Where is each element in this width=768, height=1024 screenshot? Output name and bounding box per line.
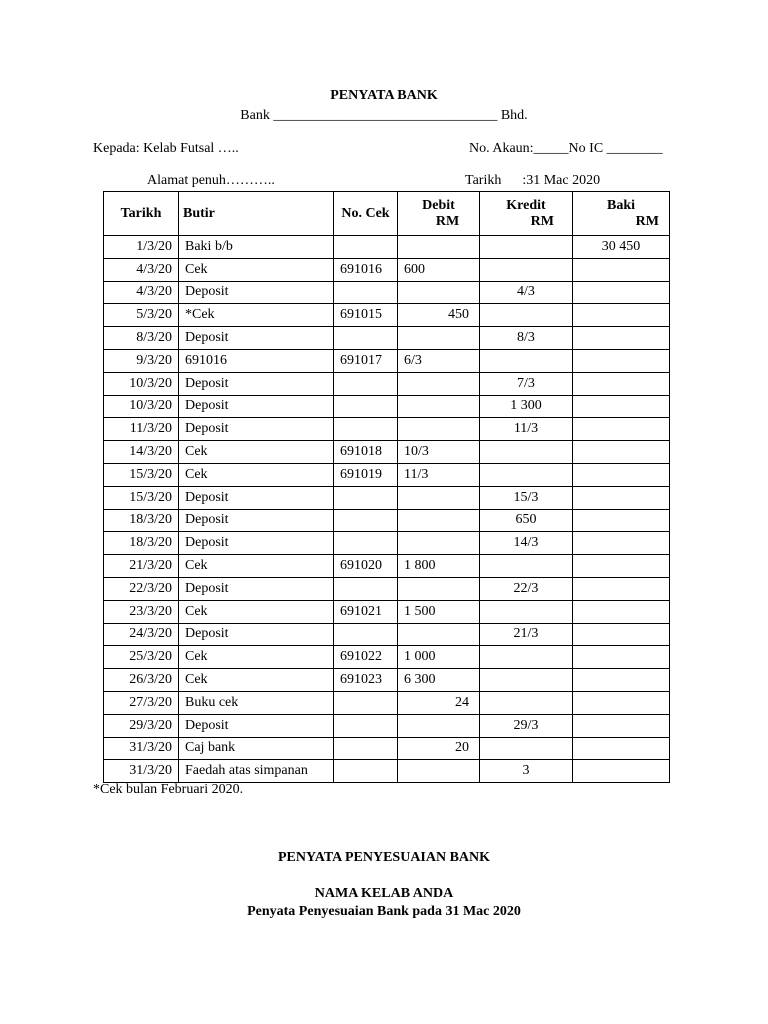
- cell-butir: Cek: [179, 441, 334, 464]
- cell-debit: [398, 714, 480, 737]
- cell-tarikh: 5/3/20: [104, 304, 179, 327]
- cell-debit: [398, 577, 480, 600]
- cell-baki: [573, 714, 670, 737]
- cell-tarikh: 22/3/20: [104, 577, 179, 600]
- cell-butir: 691016: [179, 349, 334, 372]
- cell-tarikh: 15/3/20: [104, 463, 179, 486]
- cell-debit: [398, 486, 480, 509]
- table-row: [104, 349, 670, 372]
- cell-debit: 600: [398, 258, 480, 281]
- cell-butir: Caj bank: [179, 737, 334, 760]
- cell-no-cek: 691015: [334, 304, 398, 327]
- cell-butir: Deposit: [179, 327, 334, 350]
- cell-butir: Cek: [179, 463, 334, 486]
- cell-kredit: 15/3: [480, 486, 573, 509]
- table-row: [104, 327, 670, 350]
- table-row: [104, 669, 670, 692]
- cell-debit: 24: [398, 691, 480, 714]
- cell-no-cek: 691022: [334, 646, 398, 669]
- bank-statement-table: [103, 191, 670, 783]
- cell-kredit: [480, 304, 573, 327]
- table-row: [104, 600, 670, 623]
- cell-kredit: 8/3: [480, 327, 573, 350]
- cell-baki: [573, 737, 670, 760]
- cell-tarikh: 11/3/20: [104, 418, 179, 441]
- club-name: NAMA KELAB ANDA: [314, 886, 454, 901]
- cell-no-cek: 691023: [334, 669, 398, 692]
- footnote: *Cek bulan Februari 2020.: [93, 782, 244, 797]
- table-row: [104, 509, 670, 532]
- cell-debit: 1 800: [398, 555, 480, 578]
- cell-debit: [398, 418, 480, 441]
- cell-baki: [573, 395, 670, 418]
- cell-no-cek: 691020: [334, 555, 398, 578]
- table-row: [104, 236, 670, 259]
- cell-baki: [573, 463, 670, 486]
- cell-baki: [573, 486, 670, 509]
- cell-baki: [573, 646, 670, 669]
- cell-no-cek: [334, 509, 398, 532]
- cell-butir: Deposit: [179, 395, 334, 418]
- table-row: [104, 372, 670, 395]
- cell-no-cek: [334, 486, 398, 509]
- cell-tarikh: 23/3/20: [104, 600, 179, 623]
- header-kredit-unit: RM: [530, 213, 554, 229]
- cell-kredit: 650: [480, 509, 573, 532]
- header-baki: [573, 192, 670, 236]
- header-no-cek: No. Cek: [334, 192, 398, 236]
- table-row: [104, 623, 670, 646]
- cell-kredit: [480, 463, 573, 486]
- table-row: [104, 691, 670, 714]
- tarikh-line: Tarikh :31 Mac 2020: [465, 173, 601, 188]
- cell-baki: [573, 760, 670, 783]
- cell-kredit: 3: [480, 760, 573, 783]
- cell-baki: 30 450: [573, 236, 670, 259]
- table-body: [104, 236, 670, 783]
- cell-baki: [573, 577, 670, 600]
- cell-tarikh: 29/3/20: [104, 714, 179, 737]
- cell-no-cek: [334, 760, 398, 783]
- cell-tarikh: 18/3/20: [104, 509, 179, 532]
- cell-debit: [398, 395, 480, 418]
- header-debit: [398, 192, 480, 236]
- cell-kredit: [480, 236, 573, 259]
- cell-baki: [573, 555, 670, 578]
- cell-kredit: [480, 600, 573, 623]
- table-row: [104, 258, 670, 281]
- cell-baki: [573, 304, 670, 327]
- header-tarikh: Tarikh: [104, 192, 179, 236]
- cell-no-cek: 691018: [334, 441, 398, 464]
- cell-tarikh: 21/3/20: [104, 555, 179, 578]
- cell-baki: [573, 623, 670, 646]
- cell-butir: Deposit: [179, 281, 334, 304]
- cell-tarikh: 31/3/20: [104, 760, 179, 783]
- cell-tarikh: 25/3/20: [104, 646, 179, 669]
- cell-no-cek: [334, 372, 398, 395]
- cell-kredit: [480, 441, 573, 464]
- cell-butir: Deposit: [179, 509, 334, 532]
- table-row: [104, 737, 670, 760]
- table-row: [104, 463, 670, 486]
- cell-butir: Baki b/b: [179, 236, 334, 259]
- header-debit-label: Debit: [422, 197, 455, 213]
- statement-title: PENYATA BANK: [330, 88, 438, 103]
- cell-tarikh: 26/3/20: [104, 669, 179, 692]
- cell-debit: [398, 623, 480, 646]
- cell-butir: Cek: [179, 258, 334, 281]
- cell-baki: [573, 349, 670, 372]
- table-row: [104, 486, 670, 509]
- cell-baki: [573, 509, 670, 532]
- cell-butir: *Cek: [179, 304, 334, 327]
- table-row: [104, 577, 670, 600]
- cell-kredit: [480, 691, 573, 714]
- cell-butir: Cek: [179, 646, 334, 669]
- cell-kredit: [480, 349, 573, 372]
- cell-baki: [573, 441, 670, 464]
- cell-no-cek: [334, 418, 398, 441]
- cell-kredit: 1 300: [480, 395, 573, 418]
- table-row: [104, 395, 670, 418]
- table-row: [104, 304, 670, 327]
- cell-debit: 1 000: [398, 646, 480, 669]
- table-row: [104, 555, 670, 578]
- table-row: [104, 760, 670, 783]
- cell-debit: [398, 532, 480, 555]
- cell-butir: Deposit: [179, 577, 334, 600]
- cell-kredit: [480, 555, 573, 578]
- cell-baki: [573, 532, 670, 555]
- table-header-row: [104, 192, 670, 236]
- cell-kredit: [480, 258, 573, 281]
- header-baki-unit: RM: [635, 213, 659, 229]
- cell-butir: Buku cek: [179, 691, 334, 714]
- cell-butir: Deposit: [179, 714, 334, 737]
- table-row: [104, 646, 670, 669]
- table-row: [104, 532, 670, 555]
- cell-butir: Deposit: [179, 486, 334, 509]
- no-akaun-line: No. Akaun:_____No IC ________: [469, 141, 663, 156]
- cell-tarikh: 31/3/20: [104, 737, 179, 760]
- cell-no-cek: 691016: [334, 258, 398, 281]
- cell-debit: 11/3: [398, 463, 480, 486]
- cell-baki: [573, 691, 670, 714]
- cell-tarikh: 27/3/20: [104, 691, 179, 714]
- table-row: [104, 281, 670, 304]
- cell-tarikh: 14/3/20: [104, 441, 179, 464]
- cell-baki: [573, 258, 670, 281]
- cell-debit: 6/3: [398, 349, 480, 372]
- kepada-line: Kepada: Kelab Futsal …..: [93, 141, 239, 156]
- cell-baki: [573, 327, 670, 350]
- cell-kredit: [480, 737, 573, 760]
- cell-tarikh: 18/3/20: [104, 532, 179, 555]
- table-row: [104, 418, 670, 441]
- cell-kredit: 4/3: [480, 281, 573, 304]
- cell-kredit: 7/3: [480, 372, 573, 395]
- cell-debit: 6 300: [398, 669, 480, 692]
- cell-no-cek: [334, 691, 398, 714]
- cell-debit: [398, 372, 480, 395]
- cell-kredit: 21/3: [480, 623, 573, 646]
- cell-kredit: [480, 669, 573, 692]
- reconciliation-heading: PENYATA PENYESUAIAN BANK: [277, 850, 491, 865]
- cell-debit: [398, 236, 480, 259]
- cell-no-cek: [334, 577, 398, 600]
- header-kredit-label: Kredit: [506, 197, 546, 213]
- cell-no-cek: [334, 236, 398, 259]
- cell-butir: Cek: [179, 600, 334, 623]
- cell-kredit: [480, 646, 573, 669]
- cell-debit: 1 500: [398, 600, 480, 623]
- header-butir: Butir: [179, 192, 334, 236]
- cell-debit: 20: [398, 737, 480, 760]
- cell-baki: [573, 600, 670, 623]
- cell-debit: [398, 281, 480, 304]
- cell-baki: [573, 669, 670, 692]
- cell-butir: Cek: [179, 669, 334, 692]
- cell-tarikh: 9/3/20: [104, 349, 179, 372]
- cell-debit: [398, 327, 480, 350]
- cell-tarikh: 8/3/20: [104, 327, 179, 350]
- cell-tarikh: 4/3/20: [104, 258, 179, 281]
- cell-butir: Deposit: [179, 418, 334, 441]
- cell-no-cek: 691019: [334, 463, 398, 486]
- cell-no-cek: [334, 281, 398, 304]
- table-row: [104, 441, 670, 464]
- alamat-line: Alamat penuh………..: [147, 173, 275, 188]
- cell-tarikh: 24/3/20: [104, 623, 179, 646]
- bank-name-line: Bank ________________________________ Bhd.: [240, 108, 528, 123]
- cell-tarikh: 1/3/20: [104, 236, 179, 259]
- cell-debit: 10/3: [398, 441, 480, 464]
- cell-tarikh: 10/3/20: [104, 395, 179, 418]
- cell-butir: Deposit: [179, 532, 334, 555]
- cell-tarikh: 10/3/20: [104, 372, 179, 395]
- cell-tarikh: 4/3/20: [104, 281, 179, 304]
- cell-no-cek: [334, 395, 398, 418]
- cell-butir: Deposit: [179, 623, 334, 646]
- cell-baki: [573, 372, 670, 395]
- cell-tarikh: 15/3/20: [104, 486, 179, 509]
- cell-kredit: 11/3: [480, 418, 573, 441]
- cell-no-cek: 691017: [334, 349, 398, 372]
- cell-debit: [398, 760, 480, 783]
- cell-kredit: 14/3: [480, 532, 573, 555]
- table-row: [104, 714, 670, 737]
- cell-no-cek: [334, 714, 398, 737]
- cell-debit: 450: [398, 304, 480, 327]
- cell-butir: Cek: [179, 555, 334, 578]
- cell-no-cek: [334, 327, 398, 350]
- cell-no-cek: [334, 737, 398, 760]
- cell-kredit: 29/3: [480, 714, 573, 737]
- cell-baki: [573, 418, 670, 441]
- cell-kredit: 22/3: [480, 577, 573, 600]
- header-debit-unit: RM: [435, 213, 460, 229]
- reconciliation-subtitle: Penyata Penyesuaian Bank pada 31 Mac 2020: [247, 904, 521, 919]
- cell-butir: Deposit: [179, 372, 334, 395]
- cell-no-cek: [334, 532, 398, 555]
- header-baki-label: Baki: [606, 197, 635, 213]
- header-kredit: [480, 192, 573, 236]
- cell-no-cek: 691021: [334, 600, 398, 623]
- cell-no-cek: [334, 623, 398, 646]
- cell-debit: [398, 509, 480, 532]
- cell-butir: Faedah atas simpanan: [179, 760, 334, 783]
- cell-baki: [573, 281, 670, 304]
